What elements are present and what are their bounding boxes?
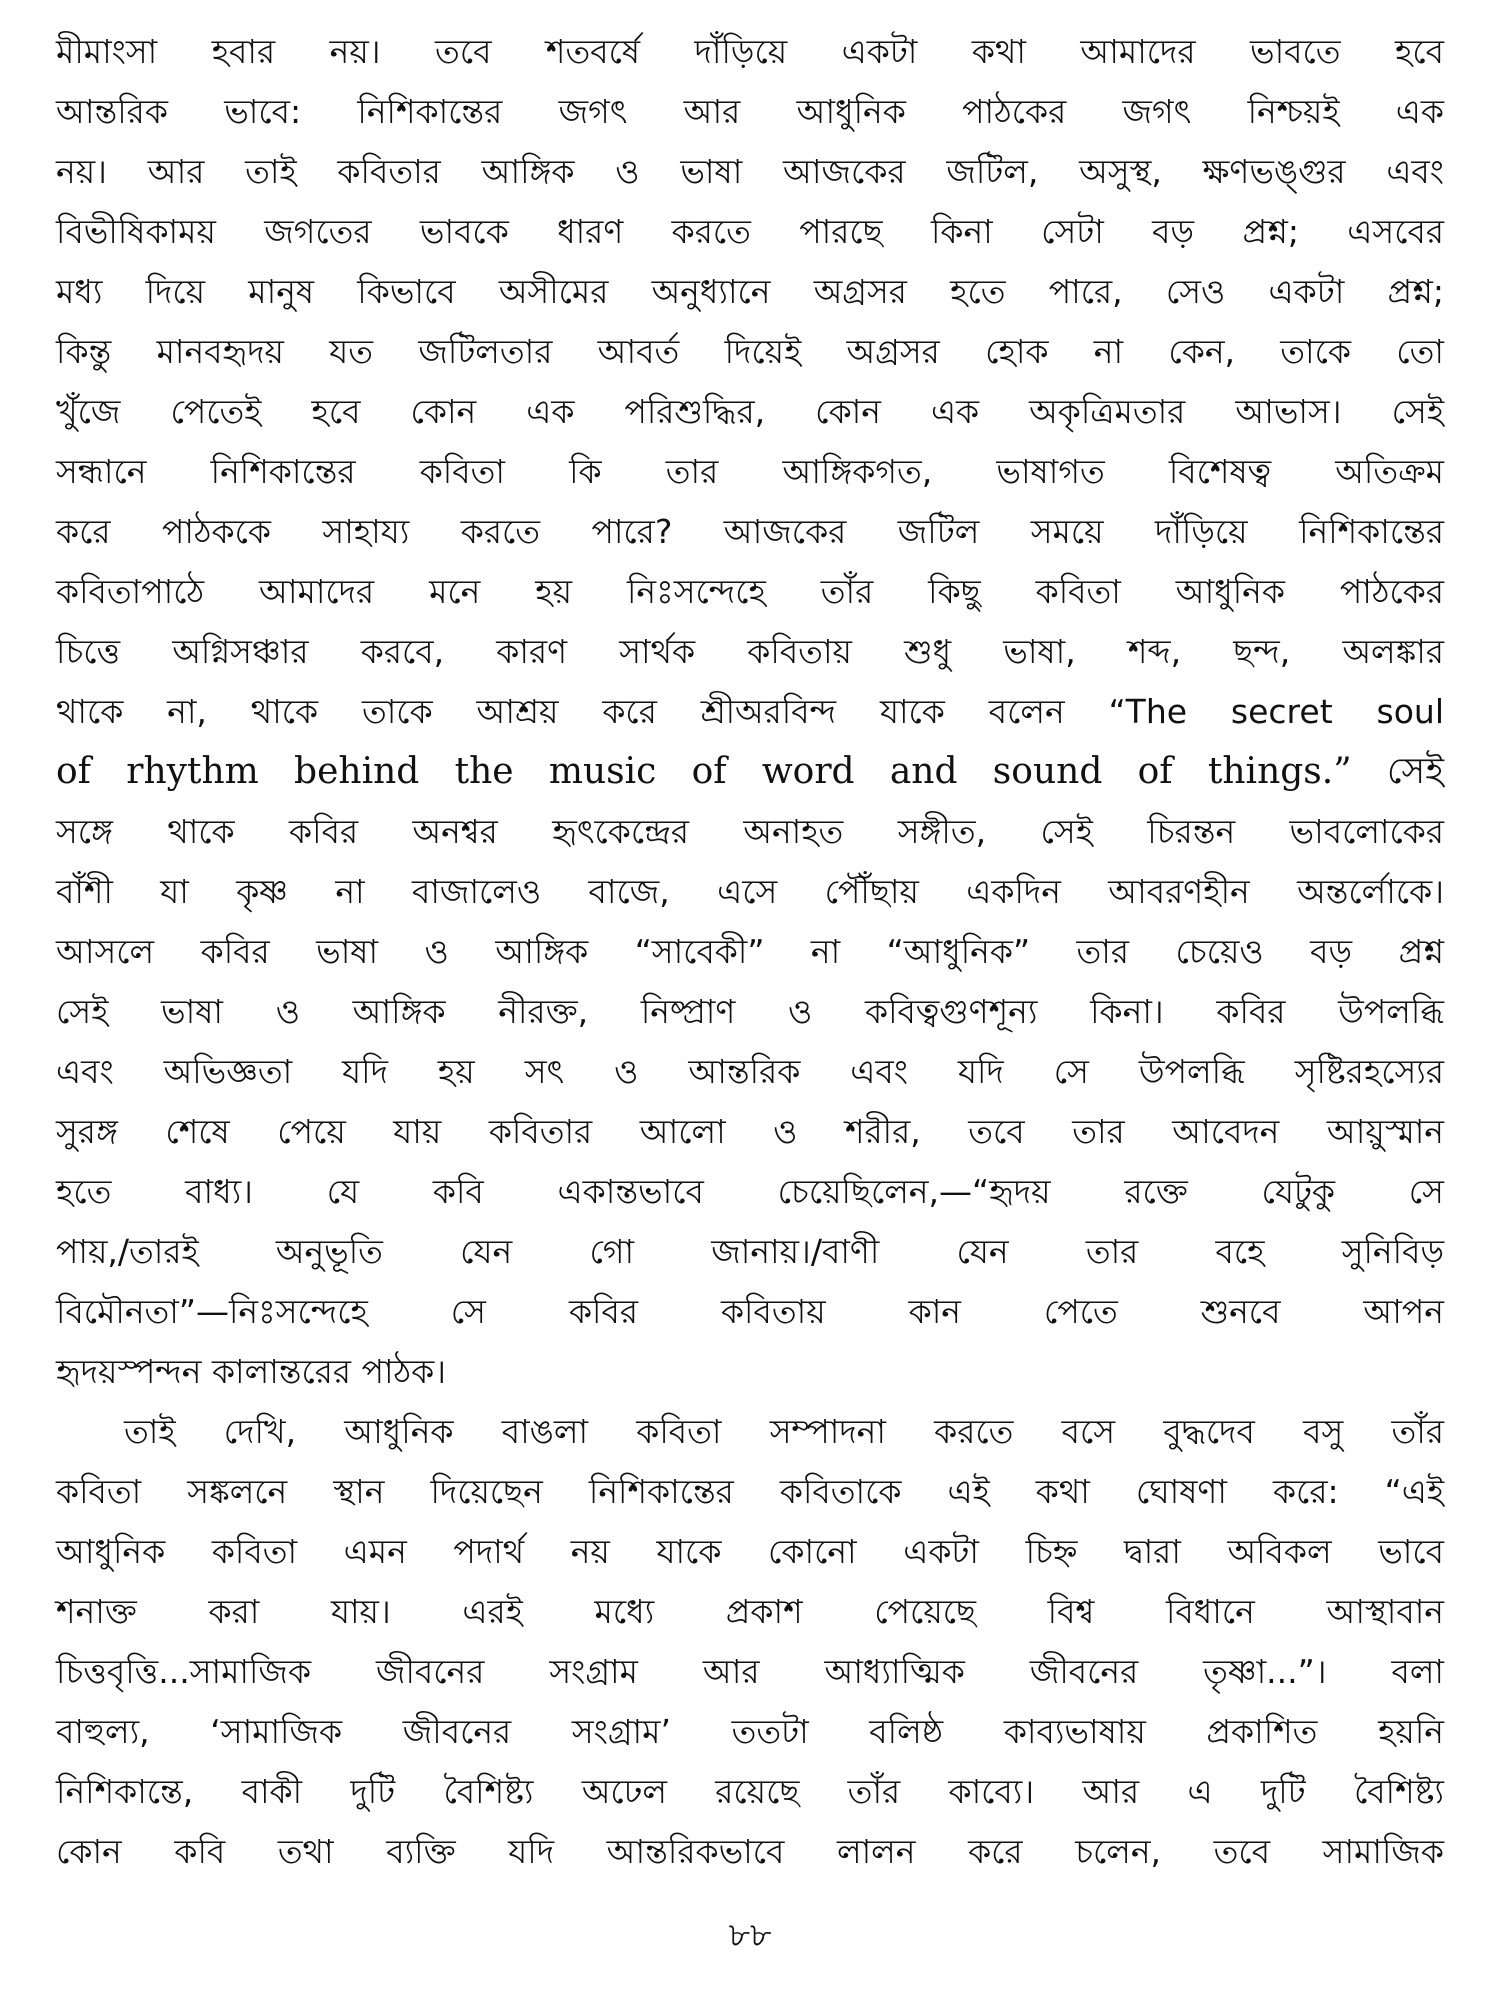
text-line: কিন্তু মানবহৃদয় যত জটিলতার আবর্ত দিয়েই অগ্রসর হোক না কেন, তাকে তো — [56, 332, 1444, 371]
text-line: কোন কবি তথা ব্যক্তি যদি আন্তরিকভাবে লালন করে চলেন, তবে সামাজিক — [56, 1832, 1444, 1871]
text-line: থাকে না, থাকে তাকে আশ্রয় করে শ্রীঅরবিন্দ যাকে বলেন “The secret soul — [56, 692, 1444, 731]
text-line: বাহুল্য, ‘সামাজিক জীবনের সংগ্রাম’ ততটা বলিষ্ঠ কাব্যভাষায় প্রকাশিত হয়নি — [56, 1712, 1444, 1751]
text-line: চিত্তবৃত্তি...সামাজিক জীবনের সংগ্রাম আর আধ্যাত্মিক জীবনের তৃষ্ণা...”। বলা — [56, 1652, 1444, 1691]
text-line: হতে বাধ্য। যে কবি একান্তভাবে চেয়েছিলেন,—“হৃদয় রক্তে যেটুকু সে — [56, 1172, 1444, 1211]
text-line: বাঁশী যা কৃষ্ণ না বাজালেও বাজে, এসে পৌঁছায় একদিন আবরণহীন অন্তর্লোকে। — [56, 872, 1444, 911]
text-line: হৃদয়স্পন্দন কালান্তরের পাঠক। — [56, 1352, 447, 1391]
text-line: আন্তরিক ভাবে: নিশিকান্তের জগৎ আর আধুনিক পাঠকের জগৎ নিশ্চয়ই এক — [56, 92, 1444, 131]
text-line: বিভীষিকাময় জগতের ভাবকে ধারণ করতে পারছে কিনা সেটা বড় প্রশ্ন; এসবের — [56, 212, 1444, 251]
paragraph-first-line: তাই দেখি, আধুনিক বাঙলা কবিতা সম্পাদনা করতে বসে বুদ্ধদেব বসু তাঁর — [124, 1412, 1444, 1451]
text-line: করে পাঠককে সাহায্য করতে পারে? আজকের জটিল সময়ে দাঁড়িয়ে নিশিকান্তের — [56, 512, 1444, 551]
text-line: আধুনিক কবিতা এমন পদার্থ নয় যাকে কোনো একটা চিহ্ন দ্বারা অবিকল ভাবে — [56, 1532, 1444, 1571]
text-line: মীমাংসা হবার নয়। তবে শতবর্ষে দাঁড়িয়ে একটা কথা আমাদের ভাবতে হবে — [56, 32, 1444, 71]
text-line: নিশিকান্তে, বাকী দুটি বৈশিষ্ট্য অঢেল রয়েছে তাঁর কাব্যে। আর এ দুটি বৈশিষ্ট্য — [56, 1772, 1444, 1811]
text-line: শনাক্ত করা যায়। এরই মধ্যে প্রকাশ পেয়েছে বিশ্ব বিধানে আস্থাবান — [56, 1592, 1444, 1631]
text-line: মধ্য দিয়ে মানুষ কিভাবে অসীমের অনুধ্যানে অগ্রসর হতে পারে, সেও একটা প্রশ্ন; — [56, 272, 1444, 311]
page-number: ৮৮ — [728, 1915, 772, 1954]
text-line: সঙ্গে থাকে কবির অনশ্বর হৃৎকেন্দ্রের অনাহত সঙ্গীত, সেই চিরন্তন ভাবলোকের — [56, 812, 1444, 851]
text-line: সুরঙ্গ শেষে পেয়ে যায় কবিতার আলো ও শরীর, তবে তার আবেদন আয়ুস্মান — [56, 1112, 1444, 1151]
text-line: of rhythm behind the music of word and sound of things.” সেই — [56, 751, 1444, 792]
text-line: আসলে কবির ভাষা ও আঙ্গিক “সাবেকী” না “আধুনিক” তার চেয়েও বড় প্রশ্ন — [56, 932, 1444, 971]
text-line: খুঁজে পেতেই হবে কোন এক পরিশুদ্ধির, কোন এক অকৃত্রিমতার আভাস। সেই — [56, 392, 1444, 431]
text-line: চিত্তে অগ্নিসঞ্চার করবে, কারণ সার্থক কবিতায় শুধু ভাষা, শব্দ, ছন্দ, অলঙ্কার — [56, 632, 1444, 671]
text-line: বিমৌনতা”—নিঃসন্দেহে সে কবির কবিতায় কান পেতে শুনবে আপন — [56, 1292, 1444, 1331]
text-line: সন্ধানে নিশিকান্তের কবিতা কি তার আঙ্গিকগত, ভাষাগত বিশেষত্ব অতিক্রম — [56, 452, 1444, 491]
text-line: নয়। আর তাই কবিতার আঙ্গিক ও ভাষা আজকের জটিল, অসুস্থ, ক্ষণভঙ্গুর এবং — [56, 152, 1444, 191]
text-line: এবং অভিজ্ঞতা যদি হয় সৎ ও আন্তরিক এবং যদি সে উপলব্ধি সৃষ্টিরহস্যের — [56, 1052, 1444, 1091]
text-line: কবিতা সঙ্কলনে স্থান দিয়েছেন নিশিকান্তের কবিতাকে এই কথা ঘোষণা করে: “এই — [56, 1472, 1444, 1511]
text-line: কবিতাপাঠে আমাদের মনে হয় নিঃসন্দেহে তাঁর কিছু কবিতা আধুনিক পাঠকের — [56, 572, 1444, 611]
text-line: পায়,/তারই অনুভূতি যেন গো জানায়।/বাণী যেন তার বহে সুনিবিড় — [56, 1232, 1444, 1271]
text-line: সেই ভাষা ও আঙ্গিক নীরক্ত, নিষ্প্রাণ ও কবিত্বগুণশূন্য কিনা। কবির উপলব্ধি — [56, 992, 1444, 1031]
